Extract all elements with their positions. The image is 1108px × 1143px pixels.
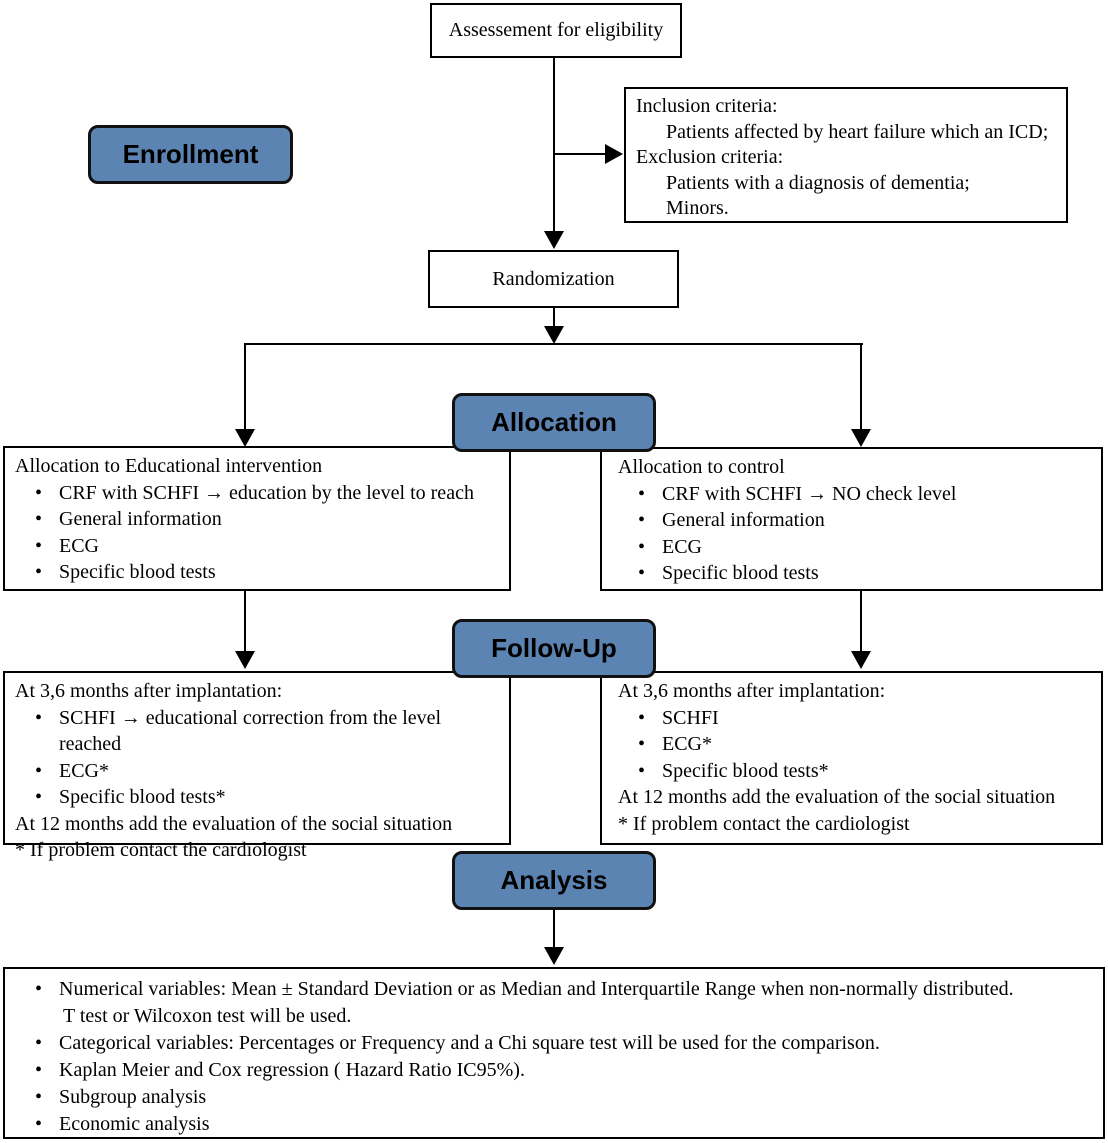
list-item — [15, 1030, 1093, 1057]
list-item — [618, 507, 1091, 534]
list-item — [15, 758, 499, 785]
line-branch-right — [860, 343, 862, 431]
allocation-stage-label — [452, 393, 656, 452]
list-item-continuation — [15, 1003, 1093, 1030]
note-line — [15, 811, 499, 838]
line-branch-left — [244, 343, 246, 431]
note-text: At 12 months add the evaluation of the social situation — [15, 812, 453, 835]
bullet-icon: • — [638, 562, 646, 584]
criteria-line — [636, 196, 1056, 222]
bullet-icon: • — [35, 534, 43, 557]
footnote-line — [618, 811, 1091, 838]
bullet-icon: • — [638, 509, 646, 531]
bullet-icon: • — [638, 535, 646, 558]
criteria-line — [636, 94, 1056, 120]
criteria-line-text: Patients affected by heart failure which an ICD; — [666, 120, 1049, 143]
allocation-intervention-box — [3, 446, 511, 591]
randomization-text: Randomization — [492, 267, 615, 290]
randomization-box — [428, 250, 679, 308]
list-item-text: Subgroup analysis — [59, 1086, 207, 1108]
list-item-text: SCHFI — [662, 706, 719, 729]
list-item-text: Categorical variables: Percentages or Frequency and a Chi square test will be used for the comparison. — [59, 1032, 880, 1054]
bullet-icon: • — [638, 482, 646, 505]
list-item-text: Specific blood tests — [662, 562, 819, 584]
criteria-box — [624, 87, 1068, 223]
box-title-text: At 3,6 months after implantation: — [618, 680, 886, 702]
list-item-text: ECG — [662, 535, 702, 558]
list-item — [618, 758, 1091, 785]
bullet-icon: • — [35, 786, 43, 808]
list-item — [15, 976, 1093, 1003]
bullet-icon: • — [35, 706, 43, 729]
list-item — [618, 534, 1091, 561]
list-item-text: Economic analysis — [59, 1113, 210, 1135]
line-alloc-right-to-followup — [860, 590, 862, 653]
bullet-icon: • — [35, 508, 43, 530]
allocation-label-text: Allocation — [491, 407, 617, 437]
box-title-text: Allocation to Educational intervention — [15, 455, 323, 477]
list-item — [618, 705, 1091, 732]
list-item — [15, 533, 499, 560]
list-item-text: ECG* — [662, 733, 712, 755]
allocation-control-box — [600, 447, 1103, 591]
list-item-text: CRF with SCHFI → NO check level — [662, 482, 957, 505]
list-item-text: ECG — [59, 534, 99, 557]
criteria-line — [636, 120, 1056, 146]
arrowhead-right-criteria — [605, 144, 623, 164]
enrollment-label-text: Enrollment — [122, 139, 259, 169]
box-title-text: Allocation to control — [618, 456, 785, 478]
assessment-text: Assessement for eligibility — [448, 19, 664, 41]
list-item — [15, 705, 499, 758]
analysis-plan-box — [3, 967, 1105, 1139]
bullet-icon: • — [638, 759, 646, 782]
line-analysis-to-plan — [553, 910, 555, 949]
footnote-line — [15, 837, 499, 864]
list-item — [618, 560, 1091, 587]
bullet-icon: • — [35, 1113, 43, 1135]
list-item — [618, 481, 1091, 508]
criteria-line — [636, 145, 1056, 171]
list-item-text: Numerical variables: Mean ± Standard Deviation or as Median and Interquartile Range when non-normally distributed. — [59, 978, 1014, 1000]
arrowhead-down-branch — [544, 326, 564, 344]
box-title — [618, 454, 1091, 481]
list-item — [15, 1111, 1093, 1138]
list-item-text: General information — [662, 509, 825, 531]
enrollment-stage-label — [88, 125, 293, 184]
footnote-text: * If problem contact the cardiologist — [618, 812, 910, 835]
arrowhead-down-allocation-right — [851, 429, 871, 447]
bullet-icon: • — [35, 561, 43, 583]
list-item-text: CRF with SCHFI → education by the level to reach — [59, 481, 474, 504]
assessment-box — [430, 3, 682, 58]
list-item — [618, 731, 1091, 758]
list-item-text: Specific blood tests* — [662, 759, 829, 782]
list-item — [15, 1057, 1093, 1084]
box-title — [618, 678, 1091, 705]
box-title — [15, 678, 499, 705]
criteria-line-text: Inclusion criteria: — [636, 95, 778, 117]
analysis-label-text: Analysis — [500, 865, 608, 895]
list-item-text: T test or Wilcoxon test will be used. — [63, 1005, 352, 1027]
criteria-line-text: Minors. — [666, 197, 729, 219]
box-title — [15, 453, 499, 480]
followup-intervention-box — [3, 671, 511, 861]
list-item-text: ECG* — [59, 759, 109, 782]
list-item — [15, 506, 499, 533]
list-item — [15, 480, 499, 507]
followup-control-box — [600, 671, 1103, 845]
bullet-icon: • — [35, 481, 43, 504]
criteria-line-text: Patients with a diagnosis of dementia; — [666, 171, 970, 194]
line-assessment-to-randomization — [553, 58, 555, 233]
arrowhead-down-analysis-plan — [544, 947, 564, 965]
note-text: At 12 months add the evaluation of the social situation — [618, 786, 1056, 808]
box-title-text: At 3,6 months after implantation: — [15, 680, 283, 702]
bullet-icon: • — [35, 1032, 43, 1054]
list-item-text: General information — [59, 508, 222, 530]
branch-horizontal-line — [245, 343, 863, 345]
footnote-text: * If problem contact the cardiologist — [15, 839, 307, 861]
bullet-icon: • — [638, 733, 646, 755]
bullet-icon: • — [35, 1059, 43, 1081]
bullet-icon: • — [35, 978, 43, 1000]
line-alloc-left-to-followup — [244, 590, 246, 653]
list-item-text: Kaplan Meier and Cox regression ( Hazard Ratio IC95%). — [59, 1059, 525, 1081]
list-item-text: SCHFI → educational correction from the level reached — [59, 706, 442, 755]
criteria-line — [636, 171, 1056, 197]
bullet-icon: • — [638, 706, 646, 729]
line-randomization-to-branch — [553, 308, 555, 328]
note-line — [618, 784, 1091, 811]
list-item — [15, 559, 499, 586]
line-to-criteria — [554, 153, 607, 155]
arrowhead-down-followup-left — [235, 651, 255, 669]
analysis-stage-label — [452, 851, 656, 910]
criteria-line-text: Exclusion criteria: — [636, 146, 784, 168]
list-item — [15, 784, 499, 811]
followup-stage-label — [452, 619, 656, 678]
arrowhead-down-randomization — [544, 231, 564, 249]
bullet-icon: • — [35, 759, 43, 782]
list-item — [15, 1084, 1093, 1111]
followup-label-text: Follow-Up — [491, 633, 617, 663]
list-item-text: Specific blood tests* — [59, 786, 226, 808]
arrowhead-down-followup-right — [851, 651, 871, 669]
arrowhead-down-allocation-left — [235, 429, 255, 447]
list-item-text: Specific blood tests — [59, 561, 216, 583]
bullet-icon: • — [35, 1086, 43, 1108]
